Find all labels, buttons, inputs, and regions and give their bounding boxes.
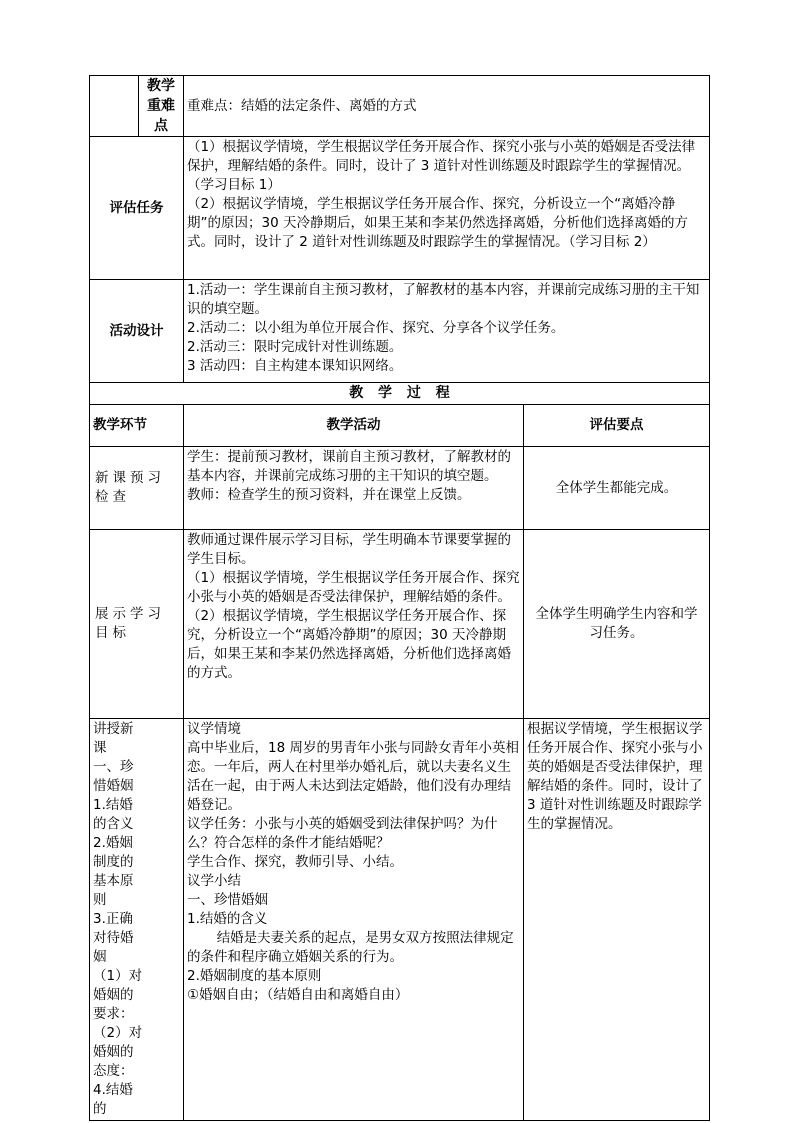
difficulty-content: 重难点：结婚的法定条件、离婚的方式: [184, 76, 710, 137]
goals-stage: 展示学习目标: [90, 530, 184, 719]
lecture-stage-line-6: （1）对婚姻的要求：: [93, 968, 143, 1022]
lecture-stage-line-3: 1.结婚的含义: [93, 797, 134, 832]
activity-item-4: 3 活动四：自主构建本课知识网络。: [187, 358, 403, 374]
preview-row: [90, 447, 710, 530]
process-title: 教 学 过 程: [90, 383, 710, 405]
activity-label: 活动设计: [90, 280, 184, 383]
preview-points: 全体学生都能完成。: [524, 447, 710, 530]
blank-cell: [90, 76, 139, 137]
header-activity: 教学活动: [184, 405, 524, 447]
activity-content: [184, 280, 710, 383]
lecture-line-7: 1.结婚的含义: [187, 911, 268, 927]
activity-item-1: 1.活动一：学生课前自主预习教材，了解教材的基本内容，并课前完成练习册的主干知识的填空题。: [187, 282, 700, 317]
lecture-stage: [90, 719, 184, 1121]
goals-activity: [184, 530, 524, 719]
assessment-item-1: （1）根据议学情境，学生根据议学任务开展合作、探究小张与小英的婚姻是否受法律保护，理解结婚的条件。同时，设计了 3 道针对性训练题及时跟踪学生的掌握情况。（学习目标 1）: [187, 139, 696, 193]
lesson-plan-table: [89, 75, 710, 1121]
lecture-stage-line-8: 4.结婚的: [93, 1082, 133, 1117]
header-stage: 教学环节: [90, 405, 184, 447]
goals-points: 全体学生明确学生内容和学习任务。: [524, 530, 710, 719]
lecture-line-9: 2.婚姻制度的基本原则: [187, 968, 322, 984]
lecture-stage-line-5: 3.正确对待婚姻: [93, 911, 134, 965]
goals-row: [90, 530, 710, 719]
header-row: [90, 405, 710, 447]
assessment-content: [184, 137, 710, 280]
preview-line-1: 学生：提前预习教材，课前自主预习教材，了解教材的基本内容，并课前完成练习册的主干知识的填空题。: [187, 449, 511, 484]
lecture-line-8: 结婚是夫妻关系的起点，是男女双方按照法律规定的条件和程序确立婚姻关系的行为。: [187, 930, 514, 965]
assessment-label: 评估任务: [90, 137, 184, 280]
difficulty-label: 教学重难点: [139, 76, 184, 137]
lecture-line-2: 高中毕业后，18 周岁的男青年小张与同龄女青年小英相恋。一年后，两人在村里举办婚礼后，就以夫妻名义生活在一起，由于两人未达到法定婚龄，他们没有办理结婚登记。: [187, 740, 519, 813]
lecture-row: [90, 719, 710, 1121]
lecture-line-3: 议学任务：小张与小英的婚姻受到法律保护吗？为什么？符合怎样的条件才能结婚呢？: [187, 816, 498, 851]
goals-line-2: （1）根据议学情境，学生根据议学任务开展合作、探究小张与小英的婚姻是否受法律保护，理解结婚的条件。: [187, 570, 520, 605]
goals-line-1: 教师通过课件展示学习目标，学生明确本节课要掌握的学生目标。: [187, 532, 511, 567]
lecture-points: 根据议学情境，学生根据议学任务开展合作、探究小张与小英的婚姻是否受法律保护，理解结婚的条件。同时，设计了 3 道针对性训练题及时跟踪学生的掌握情况。: [524, 719, 710, 1121]
lecture-activity: [184, 719, 524, 1121]
activity-row: [90, 280, 710, 383]
lecture-line-10: ①婚姻自由；（结婚自由和离婚自由）: [187, 987, 409, 1003]
goals-line-3: （2）根据议学情境，学生根据议学任务开展合作、探究，分析设立一个“离婚冷静期”的原因；30 天冷静期后，如果王某和李某仍然选择离婚，分析他们选择离婚的方式。: [187, 608, 511, 681]
lecture-stage-line-4: 2.婚姻制度的基本原则: [93, 835, 134, 908]
lecture-line-5: 议学小结: [187, 873, 241, 889]
activity-item-2: 2.活动二：以小组为单位开展合作、探究、分享各个议学任务。: [187, 320, 565, 336]
lecture-stage-line-2: 一、珍惜婚姻: [93, 759, 134, 794]
preview-activity: [184, 447, 524, 530]
lecture-line-4: 学生合作、探究，教师引导、小结。: [187, 854, 403, 870]
lecture-line-1: 议学情境: [187, 721, 241, 737]
preview-stage: 新课预习检查: [90, 447, 184, 530]
lecture-line-6: 一、珍惜婚姻: [187, 892, 268, 908]
assessment-row: [90, 137, 710, 280]
assessment-item-2: （2）根据议学情境，学生根据议学任务开展合作、探究，分析设立一个“离婚冷静期”的原因；30 天冷静期后，如果王某和李某仍然选择离婚，分析他们选择离婚的方式。同时，设计了 2 道针对性训练题及时跟踪学生的掌握情况。（学习目标 2）: [187, 196, 688, 250]
difficulty-row: [90, 76, 710, 137]
process-title-row: [90, 383, 710, 405]
header-points: 评估要点: [524, 405, 710, 447]
lecture-stage-line-1: 讲授新课: [93, 721, 134, 756]
activity-item-3: 2.活动三：限时完成针对性训练题。: [187, 339, 403, 355]
lecture-stage-line-7: （2）对婚姻的态度：: [93, 1025, 143, 1079]
preview-line-2: 教师：检查学生的预习资料，并在课堂上反馈。: [187, 487, 471, 503]
